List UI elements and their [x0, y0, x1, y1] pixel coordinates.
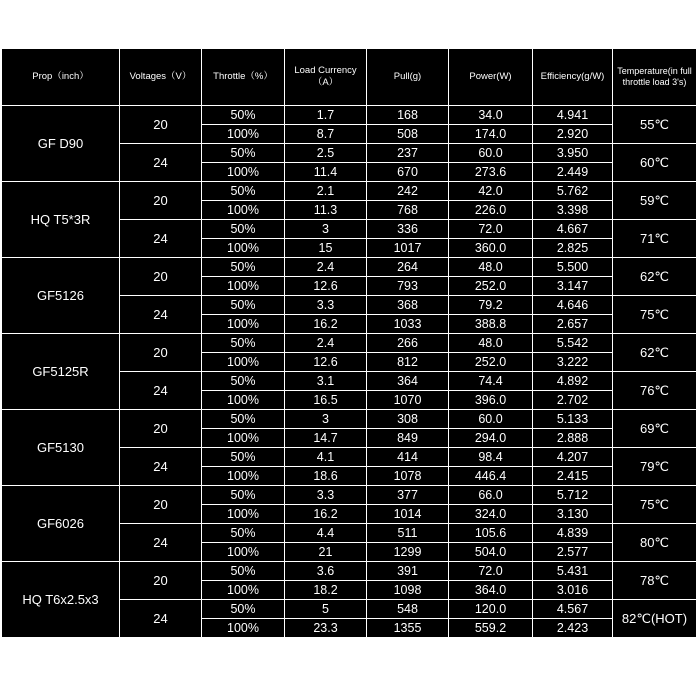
motor-test-table: [1, 48, 697, 638]
load-current-cell: 23.3: [285, 619, 367, 638]
temperature-cell: 75℃: [613, 296, 697, 334]
pull-cell: 391: [367, 562, 449, 581]
load-current-cell: 2.4: [285, 258, 367, 277]
load-current-cell: 18.6: [285, 467, 367, 486]
pull-cell: 508: [367, 125, 449, 144]
temperature-cell: 59℃: [613, 182, 697, 220]
header-pull: Pull(g): [367, 49, 449, 106]
power-cell: 504.0: [449, 543, 533, 562]
power-cell: 388.8: [449, 315, 533, 334]
pull-cell: 266: [367, 334, 449, 353]
pull-cell: 1078: [367, 467, 449, 486]
table-row: [2, 182, 697, 201]
pull-cell: 264: [367, 258, 449, 277]
efficiency-cell: 3.950: [533, 144, 613, 163]
pull-cell: 511: [367, 524, 449, 543]
power-cell: 98.4: [449, 448, 533, 467]
pull-cell: 368: [367, 296, 449, 315]
pull-cell: 364: [367, 372, 449, 391]
header-throttle: Throttle（%）: [202, 49, 285, 106]
load-current-cell: 3.3: [285, 486, 367, 505]
voltage-cell: 24: [120, 600, 202, 638]
voltage-cell: 20: [120, 562, 202, 600]
load-current-cell: 14.7: [285, 429, 367, 448]
pull-cell: 1014: [367, 505, 449, 524]
throttle-cell: 50%: [202, 524, 285, 543]
temperature-cell: 78℃: [613, 562, 697, 600]
efficiency-cell: 5.762: [533, 182, 613, 201]
efficiency-cell: 5.712: [533, 486, 613, 505]
throttle-cell: 100%: [202, 163, 285, 182]
power-cell: 226.0: [449, 201, 533, 220]
prop-name-cell: GF5130: [2, 410, 120, 486]
power-cell: 252.0: [449, 277, 533, 296]
power-cell: 34.0: [449, 106, 533, 125]
table-row: [2, 410, 697, 429]
power-cell: 72.0: [449, 220, 533, 239]
power-cell: 74.4: [449, 372, 533, 391]
power-cell: 42.0: [449, 182, 533, 201]
power-cell: 72.0: [449, 562, 533, 581]
voltage-cell: 24: [120, 220, 202, 258]
efficiency-cell: 4.941: [533, 106, 613, 125]
header-load-current: Load Currency（A）: [285, 49, 367, 106]
throttle-cell: 100%: [202, 581, 285, 600]
prop-name-cell: HQ T5*3R: [2, 182, 120, 258]
throttle-cell: 100%: [202, 315, 285, 334]
load-current-cell: 16.5: [285, 391, 367, 410]
power-cell: 252.0: [449, 353, 533, 372]
temperature-cell: 79℃: [613, 448, 697, 486]
efficiency-cell: 2.888: [533, 429, 613, 448]
temperature-cell: 76℃: [613, 372, 697, 410]
throttle-cell: 100%: [202, 239, 285, 258]
throttle-cell: 100%: [202, 429, 285, 448]
power-cell: 60.0: [449, 144, 533, 163]
pull-cell: 237: [367, 144, 449, 163]
load-current-cell: 12.6: [285, 277, 367, 296]
power-cell: 105.6: [449, 524, 533, 543]
efficiency-cell: 2.449: [533, 163, 613, 182]
throttle-cell: 100%: [202, 125, 285, 144]
voltage-cell: 24: [120, 296, 202, 334]
voltage-cell: 20: [120, 486, 202, 524]
power-cell: 48.0: [449, 258, 533, 277]
efficiency-cell: 3.130: [533, 505, 613, 524]
temperature-cell: 82℃(HOT): [613, 600, 697, 638]
efficiency-cell: 5.542: [533, 334, 613, 353]
load-current-cell: 3.6: [285, 562, 367, 581]
load-current-cell: 3.1: [285, 372, 367, 391]
pull-cell: 1299: [367, 543, 449, 562]
throttle-cell: 50%: [202, 600, 285, 619]
throttle-cell: 100%: [202, 353, 285, 372]
pull-cell: 793: [367, 277, 449, 296]
load-current-cell: 3: [285, 410, 367, 429]
table-row: [2, 562, 697, 581]
table-row: [2, 486, 697, 505]
efficiency-cell: 4.567: [533, 600, 613, 619]
pull-cell: 812: [367, 353, 449, 372]
pull-cell: 548: [367, 600, 449, 619]
throttle-cell: 100%: [202, 277, 285, 296]
throttle-cell: 100%: [202, 505, 285, 524]
efficiency-cell: 2.577: [533, 543, 613, 562]
efficiency-cell: 2.423: [533, 619, 613, 638]
prop-name-cell: GF D90: [2, 106, 120, 182]
prop-name-cell: GF6026: [2, 486, 120, 562]
efficiency-cell: 2.702: [533, 391, 613, 410]
temperature-cell: 75℃: [613, 486, 697, 524]
pull-cell: 377: [367, 486, 449, 505]
throttle-cell: 100%: [202, 201, 285, 220]
table-row: [2, 334, 697, 353]
pull-cell: 1070: [367, 391, 449, 410]
temperature-cell: 60℃: [613, 144, 697, 182]
load-current-cell: 15: [285, 239, 367, 258]
voltage-cell: 20: [120, 410, 202, 448]
throttle-cell: 50%: [202, 144, 285, 163]
throttle-cell: 50%: [202, 258, 285, 277]
pull-cell: 670: [367, 163, 449, 182]
power-cell: 174.0: [449, 125, 533, 144]
prop-name-cell: GF5125R: [2, 334, 120, 410]
throttle-cell: 50%: [202, 182, 285, 201]
prop-name-cell: GF5126: [2, 258, 120, 334]
efficiency-cell: 2.920: [533, 125, 613, 144]
power-cell: 120.0: [449, 600, 533, 619]
power-cell: 360.0: [449, 239, 533, 258]
throttle-cell: 50%: [202, 448, 285, 467]
throttle-cell: 50%: [202, 334, 285, 353]
efficiency-cell: 3.016: [533, 581, 613, 600]
throttle-cell: 50%: [202, 562, 285, 581]
temperature-cell: 80℃: [613, 524, 697, 562]
load-current-cell: 2.1: [285, 182, 367, 201]
header-prop: Prop（inch）: [2, 49, 120, 106]
voltage-cell: 24: [120, 524, 202, 562]
temperature-cell: 55℃: [613, 106, 697, 144]
table-row: [2, 258, 697, 277]
voltage-cell: 24: [120, 372, 202, 410]
efficiency-cell: 4.892: [533, 372, 613, 391]
power-cell: 446.4: [449, 467, 533, 486]
pull-cell: 1098: [367, 581, 449, 600]
voltage-cell: 20: [120, 182, 202, 220]
efficiency-cell: 4.667: [533, 220, 613, 239]
header-efficiency: Efficiency(g/W): [533, 49, 613, 106]
table-row: [2, 106, 697, 125]
efficiency-cell: 3.147: [533, 277, 613, 296]
throttle-cell: 50%: [202, 486, 285, 505]
pull-cell: 849: [367, 429, 449, 448]
efficiency-cell: 5.133: [533, 410, 613, 429]
efficiency-cell: 4.839: [533, 524, 613, 543]
header-power: Power(W): [449, 49, 533, 106]
efficiency-cell: 3.222: [533, 353, 613, 372]
pull-cell: 336: [367, 220, 449, 239]
pull-cell: 768: [367, 201, 449, 220]
load-current-cell: 4.1: [285, 448, 367, 467]
throttle-cell: 50%: [202, 296, 285, 315]
load-current-cell: 2.5: [285, 144, 367, 163]
voltage-cell: 20: [120, 258, 202, 296]
power-cell: 60.0: [449, 410, 533, 429]
header-row: [2, 49, 697, 106]
motor-test-table-container: [1, 48, 697, 638]
power-cell: 66.0: [449, 486, 533, 505]
temperature-cell: 62℃: [613, 258, 697, 296]
pull-cell: 242: [367, 182, 449, 201]
efficiency-cell: 5.431: [533, 562, 613, 581]
load-current-cell: 3: [285, 220, 367, 239]
power-cell: 324.0: [449, 505, 533, 524]
pull-cell: 308: [367, 410, 449, 429]
power-cell: 396.0: [449, 391, 533, 410]
temperature-cell: 62℃: [613, 334, 697, 372]
pull-cell: 168: [367, 106, 449, 125]
load-current-cell: 4.4: [285, 524, 367, 543]
efficiency-cell: 5.500: [533, 258, 613, 277]
header-voltage: Voltages（V）: [120, 49, 202, 106]
load-current-cell: 18.2: [285, 581, 367, 600]
throttle-cell: 50%: [202, 220, 285, 239]
efficiency-cell: 2.415: [533, 467, 613, 486]
throttle-cell: 50%: [202, 410, 285, 429]
efficiency-cell: 2.825: [533, 239, 613, 258]
throttle-cell: 100%: [202, 391, 285, 410]
throttle-cell: 100%: [202, 543, 285, 562]
efficiency-cell: 4.646: [533, 296, 613, 315]
load-current-cell: 3.3: [285, 296, 367, 315]
load-current-cell: 21: [285, 543, 367, 562]
power-cell: 364.0: [449, 581, 533, 600]
pull-cell: 1033: [367, 315, 449, 334]
throttle-cell: 100%: [202, 619, 285, 638]
temperature-cell: 71℃: [613, 220, 697, 258]
voltage-cell: 20: [120, 334, 202, 372]
pull-cell: 1017: [367, 239, 449, 258]
power-cell: 273.6: [449, 163, 533, 182]
prop-name-cell: HQ T6x2.5x3: [2, 562, 120, 638]
throttle-cell: 50%: [202, 372, 285, 391]
load-current-cell: 11.3: [285, 201, 367, 220]
power-cell: 294.0: [449, 429, 533, 448]
load-current-cell: 12.6: [285, 353, 367, 372]
header-temperature: Temperature(in full throttle load 3's): [613, 49, 697, 106]
load-current-cell: 8.7: [285, 125, 367, 144]
load-current-cell: 5: [285, 600, 367, 619]
efficiency-cell: 2.657: [533, 315, 613, 334]
temperature-cell: 69℃: [613, 410, 697, 448]
pull-cell: 414: [367, 448, 449, 467]
load-current-cell: 11.4: [285, 163, 367, 182]
efficiency-cell: 4.207: [533, 448, 613, 467]
power-cell: 48.0: [449, 334, 533, 353]
load-current-cell: 1.7: [285, 106, 367, 125]
voltage-cell: 24: [120, 144, 202, 182]
voltage-cell: 24: [120, 448, 202, 486]
load-current-cell: 16.2: [285, 315, 367, 334]
load-current-cell: 2.4: [285, 334, 367, 353]
pull-cell: 1355: [367, 619, 449, 638]
throttle-cell: 50%: [202, 106, 285, 125]
voltage-cell: 20: [120, 106, 202, 144]
power-cell: 79.2: [449, 296, 533, 315]
load-current-cell: 16.2: [285, 505, 367, 524]
efficiency-cell: 3.398: [533, 201, 613, 220]
power-cell: 559.2: [449, 619, 533, 638]
throttle-cell: 100%: [202, 467, 285, 486]
